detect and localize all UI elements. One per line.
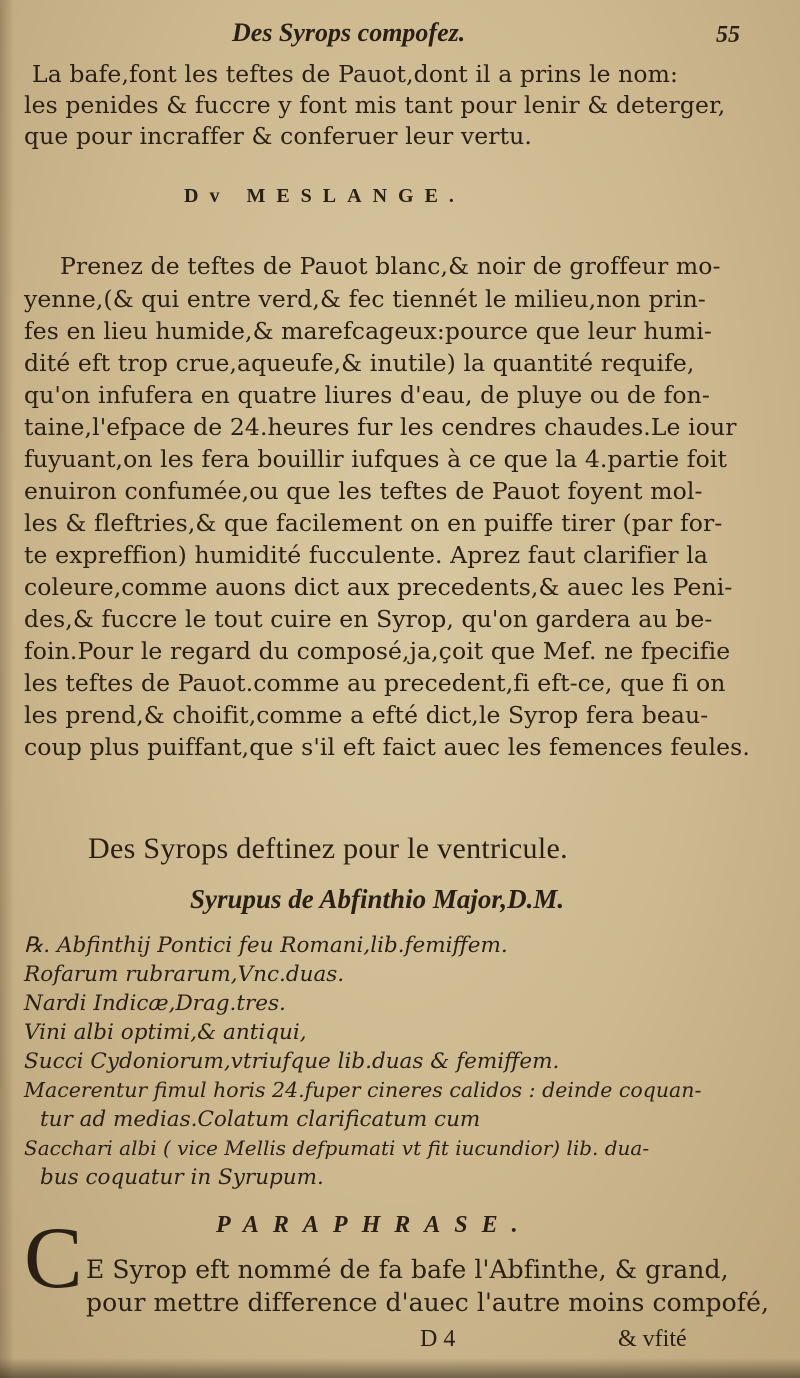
recipe-line: Succi Cydoniorum,vtriufque lib.duas & femiffem. [24, 1049, 560, 1074]
text-line: E Syrop eft nommé de fa bafe l'Abfinthe, & grand, [86, 1255, 729, 1284]
catchword: & vfité [618, 1326, 687, 1352]
recipe-line: Nardi Indicæ,Drag.tres. [24, 991, 286, 1016]
gutter-shadow [0, 0, 14, 1378]
text-line: fuyuant,on les fera bouillir iufques à ce que la 4.partie foit [24, 445, 728, 473]
text-line: La bafe,font les teftes de Pauot,dont il a prins le nom: [32, 60, 679, 88]
recipe-line: Rofarum rubrarum,Vnc.duas. [24, 962, 345, 987]
text-line: les & fleftries,& que facilement on en puiffe tirer (par for- [24, 509, 723, 537]
recipe-line: ℞. Abfinthij Pontici feu Romani,lib.femiffem. [24, 933, 508, 958]
text-line: coup plus puiffant,que s'il eft faict auec les femences feules. [24, 733, 750, 761]
text-line: taine,l'efpace de 24.heures fur les cendres chaudes.Le iour [24, 413, 737, 441]
recipe-title: Syrupus de Abfinthio Major,D.M. [190, 884, 565, 914]
text-line: dité eft trop crue,aqueufe,& inutile) la quantité requife, [24, 349, 695, 377]
text-line: foin.Pour le regard du composé,ja,çoit que Mef. ne fpecifie [24, 637, 731, 665]
text-line: Prenez de teftes de Pauot blanc,& noir de groffeur mo- [60, 252, 721, 280]
recipe-line: tur ad medias.Colatum clarificatum cum [40, 1107, 481, 1132]
recipe-line: Macerentur fimul horis 24.fuper cineres calidos : deinde coquan- [24, 1078, 702, 1102]
text-line: te expreffion) humidité fucculente. Aprez faut clarifier la [24, 541, 709, 569]
text-line: enuiron confumée,ou que les teftes de Pauot foyent mol- [24, 477, 703, 505]
signature-mark: D 4 [420, 1326, 456, 1352]
text-line: les prend,& choifit,comme a efté dict,le Syrop fera beau- [24, 701, 709, 729]
text-line: des,& fuccre le tout cuire en Syrop, qu'on gardera au be- [24, 605, 713, 633]
recipe-line: Vini albi optimi,& antiqui, [24, 1020, 307, 1045]
text-line: pour mettre difference d'auec l'autre moins compofé, [86, 1288, 770, 1317]
section-heading-meslange: Dv MESLANGE. [184, 185, 465, 207]
text-line: que pour incraffer & conferuer leur vertu. [24, 122, 532, 150]
recipe-line: Sacchari albi ( vice Mellis defpumati vt fit iucundior) lib. dua- [24, 1136, 650, 1160]
page-header [0, 14, 800, 54]
section-heading: Des Syrops deftinez pour le ventricule. [88, 832, 568, 865]
page-number: 55 [716, 22, 740, 48]
text-line: les penides & fuccre y font mis tant pour lenir & deterger, [24, 91, 726, 119]
text-line: les teftes de Pauot.comme au precedent,fi eft-ce, que fi on [24, 669, 726, 697]
text-line: yenne,(& qui entre verd,& fec tiennét le milieu,non prin- [24, 285, 706, 313]
text-line: qu'on infufera en quatre liures d'eau, de pluye ou de fon- [24, 381, 710, 409]
drop-capital: C [24, 1210, 83, 1307]
text-line: coleure,comme auons dict aux precedents,& auec les Peni- [24, 573, 733, 601]
page-edge-shadow [0, 1358, 800, 1378]
running-head: Des Syrops compofez. [232, 18, 466, 47]
paraphrase-heading: PARAPHRASE. [216, 1212, 532, 1238]
text-line: fes en lieu humide,& marefcageux:pource que leur humi- [24, 317, 712, 345]
recipe-line: bus coquatur in Syrupum. [40, 1165, 324, 1190]
